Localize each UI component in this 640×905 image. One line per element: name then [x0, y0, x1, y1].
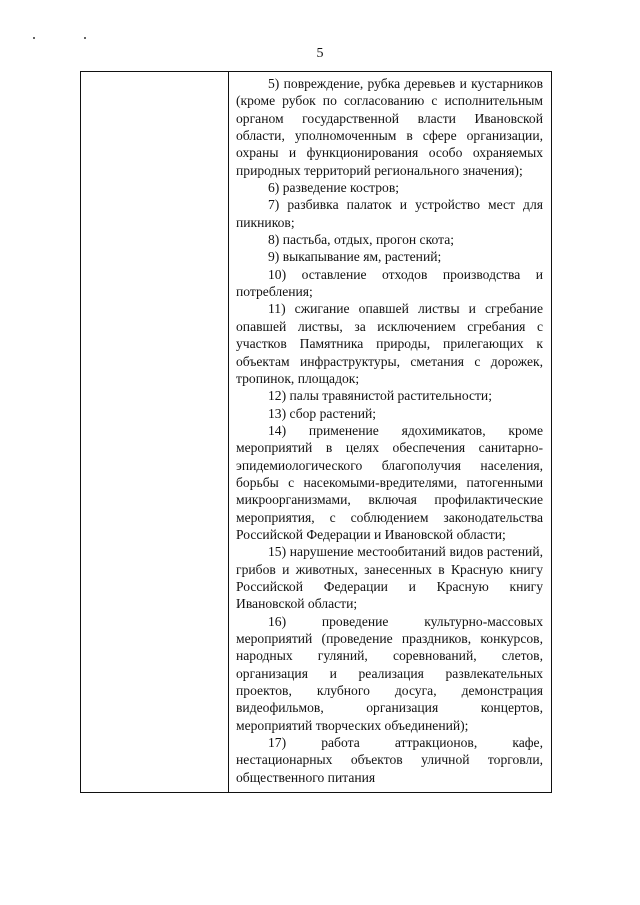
- list-item: 16) проведение культурно-массовых мероприятий (проведение праздников, конкурсов, народных гуляний, соревнований, слетов, организация и реализация развлекательных проектов, клубного досуга, демонстрация видеофильмов, организация концертов, мероприятий творческих объединений);: [236, 613, 543, 733]
- scan-speck: [84, 37, 86, 39]
- scan-speck: [33, 37, 35, 39]
- list-item: 10) оставление отходов производства и потребления;: [236, 266, 543, 300]
- table-left-column: [81, 72, 229, 792]
- list-item: 14) применение ядохимикатов, кроме мероприятий в целях обеспечения санитарно-эпидемиологического благополучия населения, борьбы с насекомыми-вредителями, патогенными микроорганизмами, включая профилактические мероприятия, с соблюдением законодательства Российской Федерации и Ивановской области;: [236, 422, 543, 542]
- list-item: 7) разбивка палаток и устройство мест для пикников;: [236, 197, 543, 230]
- list-item: 8) пастьба, отдых, прогон скота;: [268, 232, 455, 248]
- list-item: 17) работа аттракционов, кафе, нестационарных объектов уличной торговли, общественного питания: [236, 735, 543, 785]
- list-item: 5) повреждение, рубка деревьев и кустарников (кроме рубок по согласованию с исполнительным органом государственной власти Ивановской области, уполномоченным в сфере организации, охраны и функционирования особо охраняемых природных территорий регионального значения);: [236, 76, 543, 178]
- list-item: 6) разведение костров;: [268, 180, 400, 196]
- list-item: 12) палы травянистой растительности;: [268, 388, 492, 404]
- list-item: 9) выкапывание ям, растений;: [268, 249, 442, 265]
- list-item: 15) нарушение местообитаний видов растений, грибов и животных, занесенных в Красную книгу Российской Федерации и Красную книгу Ивановской области;: [236, 544, 543, 612]
- list-item: 13) сбор растений;: [268, 405, 377, 421]
- page-number: 5: [316, 46, 324, 61]
- table-right-column: [229, 72, 551, 786]
- document-table: [80, 71, 552, 793]
- list-item: 11) сжигание опавшей листвы и сгребание опавшей листвы, за исключением сгребания с участков Памятника природы, прилегающих к объектам инфраструктуры, сметания с дорожек, тропинок, площадок;: [236, 301, 543, 386]
